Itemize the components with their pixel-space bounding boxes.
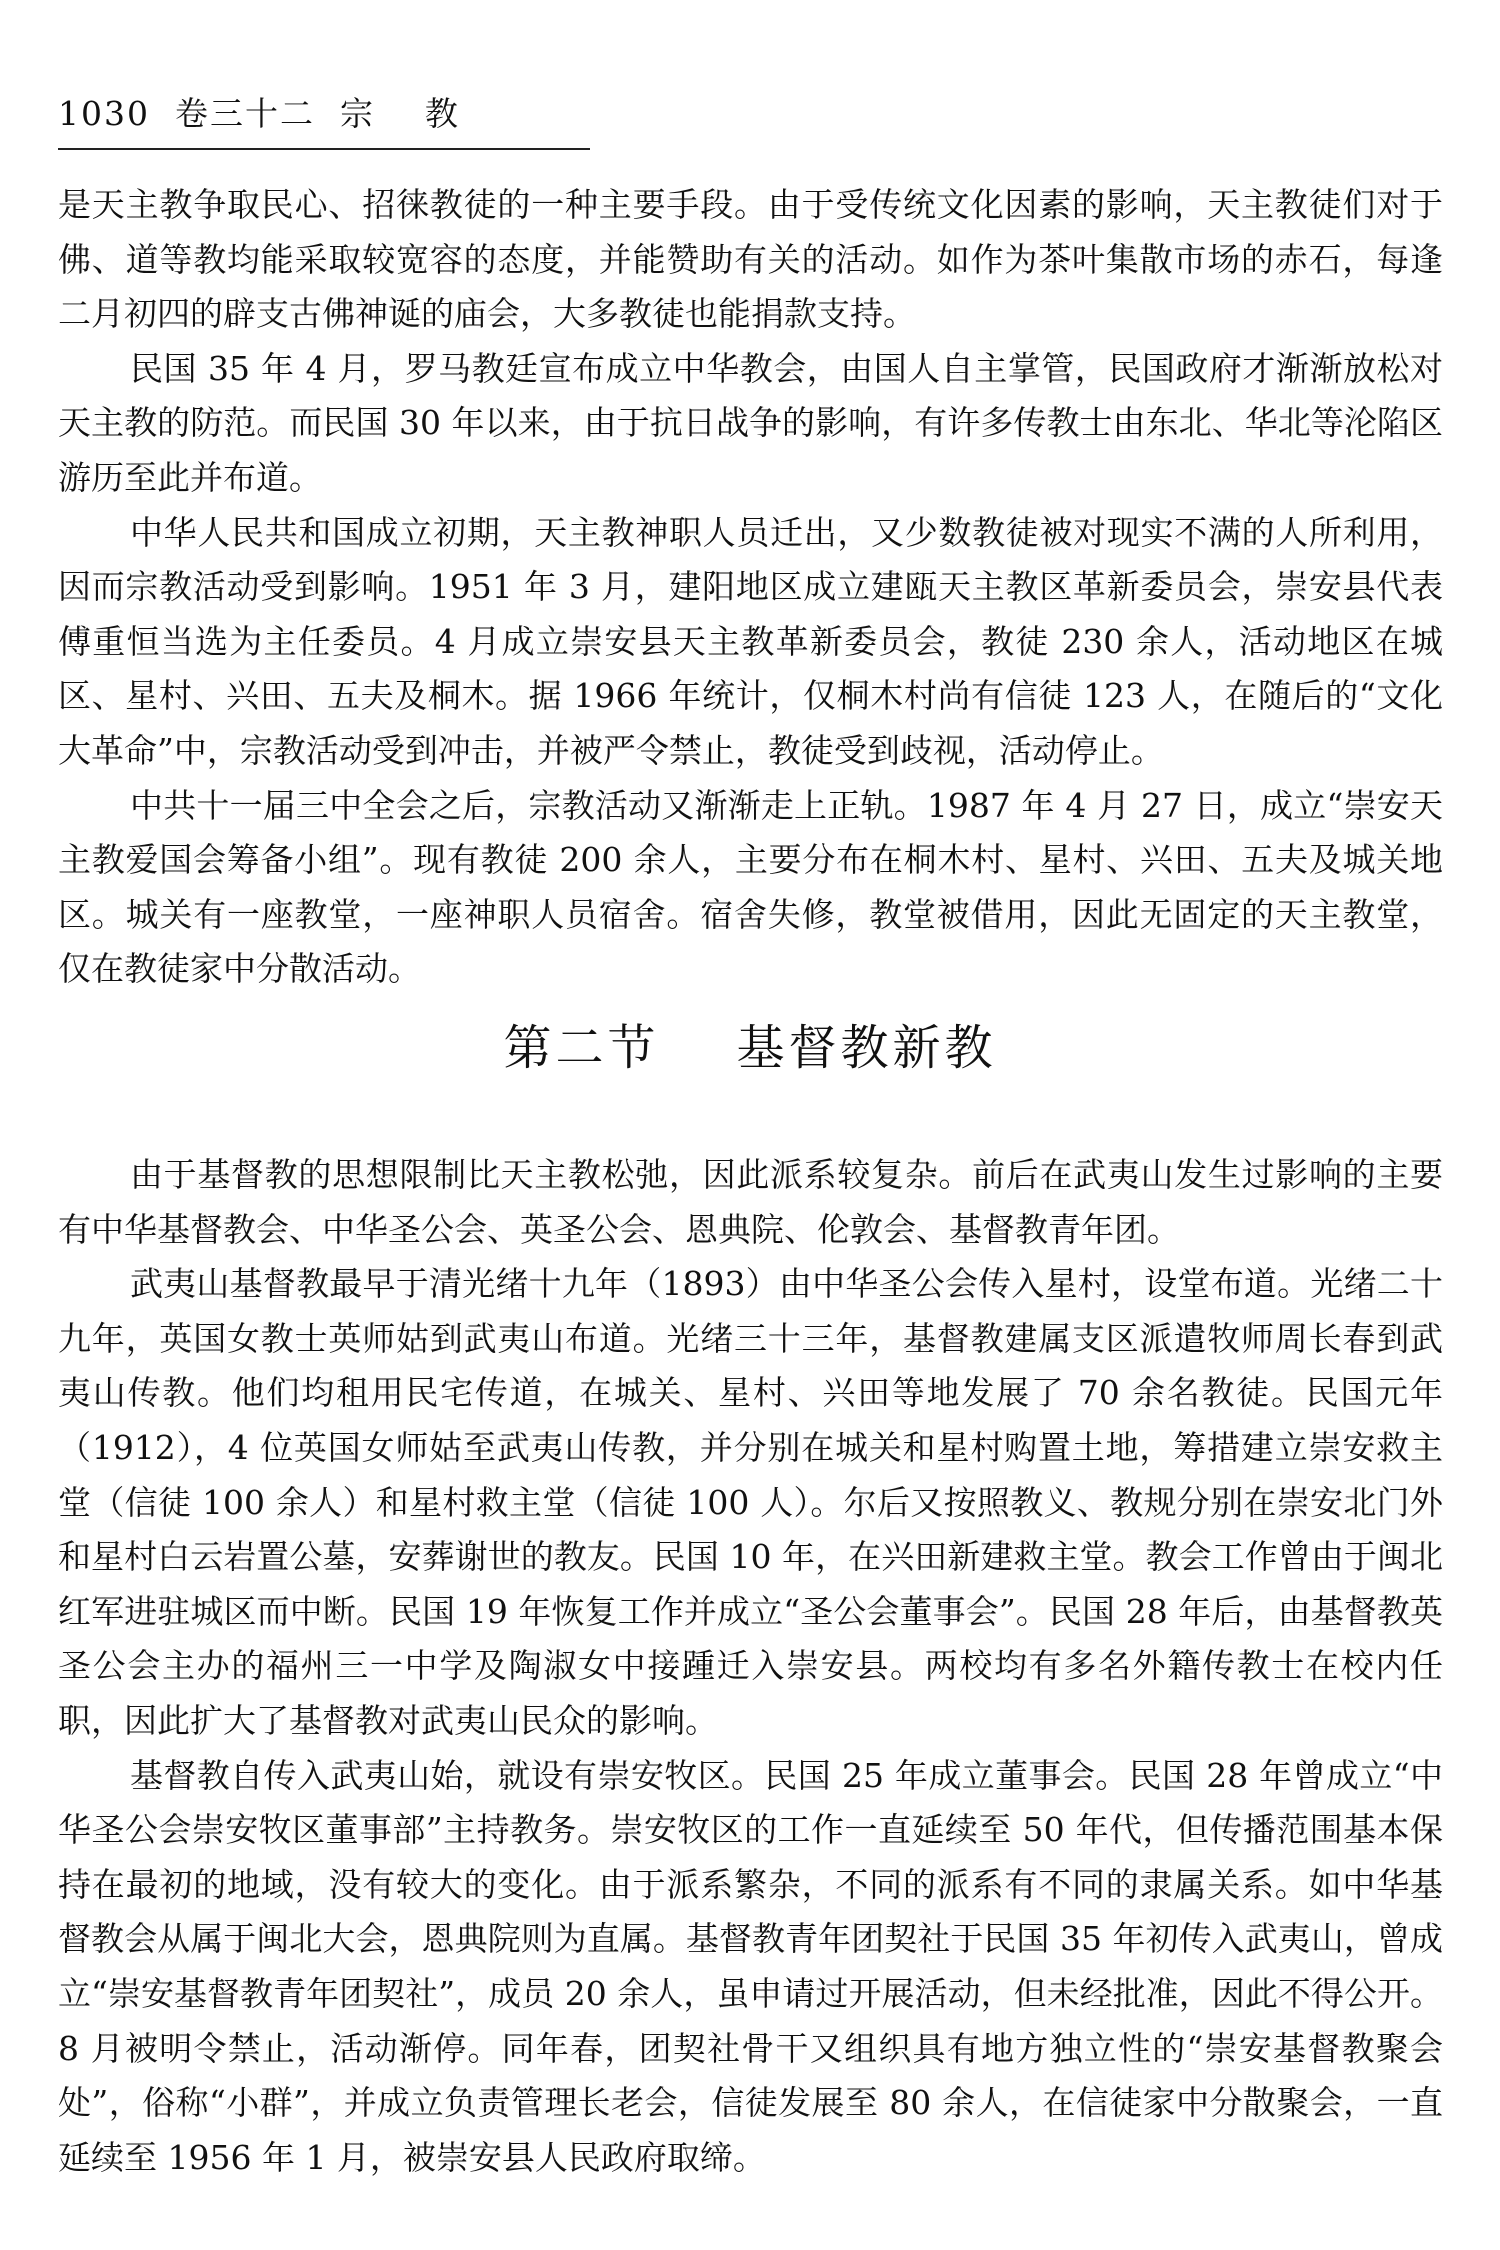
paragraph: 民国 35 年 4 月，罗马教廷宣布成立中华教会，由国人自主掌管，民国政府才渐渐放松对天主教的防范。而民国 30 年以来，由于抗日战争的影响，有许多传教士由东北、华北等沦陷区游历至此并布道。 xyxy=(58,348,1443,497)
section2-body xyxy=(58,1148,1443,2185)
section1-body xyxy=(58,178,1443,997)
paragraph: 基督教自传入武夷山始，就设有崇安牧区。民国 25 年成立董事会。民国 28 年曾成立“中华圣公会崇安牧区董事部”主持教务。崇安牧区的工作一直延续至 50 年代，但传播范围基本保持在最初的地域，没有较大的变化。由于派系繁杂，不同的派系有不同的隶属关系。如中华基督教会从属于闽北大会，恩典院则为直属。基督教青年团契社于民国 35 年初传入武夷山，曾成立“崇安基督教青年团契社”，成员 20 余人，虽申请过开展活动，但未经批准，因此不得公开。8 月被明令禁止，活动渐停。同年春，团契社骨干又组织具有地方独立性的“崇安基督教聚会处”，俗称“小群”，并成立负责管理长老会，信徒发展至 80 余人，在信徒家中分散聚会，一直延续至 1956 年 1 月，被崇安县人民政府取缔。 xyxy=(58,1755,1443,2177)
section-heading: 第二节 基督教新教 xyxy=(503,1020,997,1076)
paragraph: 武夷山基督教最早于清光绪十九年（1893）由中华圣公会传入星村，设堂布道。光绪二十九年，英国女教士英师姑到武夷山布道。光绪三十三年，基督教建属支区派遣牧师周长春到武夷山传教。他们均租用民宅传道，在城关、星村、兴田等地发展了 70 余名教徒。民国元年（1912），4 位英国女师姑至武夷山传教，并分别在城关和星村购置土地，筹措建立崇安救主堂（信徒 100 余人）和星村救主堂（信徒 100 人）。尔后又按照教义、教规分别在崇安北门外和星村白云岩置公墓，安葬谢世的教友。民国 10 年，在兴田新建救主堂。教会工作曾由于闽北红军进驻城区而中断。民国 19 年恢复工作并成立“圣公会董事会”。民国 28 年后，由基督教英圣公会主办的福州三一中学及陶淑女中接踵迁入崇安县。两校均有多名外籍传教士在校内任职，因此扩大了基督教对武夷山民众的影响。 xyxy=(58,1264,1443,1740)
paragraph: 由于基督教的思想限制比天主教松弛，因此派系较复杂。前后在武夷山发生过影响的主要有中华基督教会、中华圣公会、英圣公会、恩典院、伦敦会、基督教青年团。 xyxy=(58,1155,1443,1249)
paragraph: 中共十一届三中全会之后，宗教活动又渐渐走上正轨。1987 年 4 月 27 日，成立“崇安天主教爱国会筹备小组”。现有教徒 200 余人，主要分布在桐木村、星村、兴田、五夫及城关地区。城关有一座教堂，一座神职人员宿舍。宿舍失修，教堂被借用，因此无固定的天主教堂，仅在教徒家中分散活动。 xyxy=(58,785,1443,989)
paragraph: 是天主教争取民心、招徕教徒的一种主要手段。由于受传统文化因素的影响，天主教徒们对于佛、道等教均能采取较宽容的态度，并能赞助有关的活动。如作为茶叶集散市场的赤石，每逢二月初四的辟支古佛神诞的庙会，大多教徒也能捐款支持。 xyxy=(58,185,1443,334)
header-rule xyxy=(58,148,590,150)
paragraph: 中华人民共和国成立初期，天主教神职人员迁出，又少数教徒被对现实不满的人所利用，因而宗教活动受到影响。1951 年 3 月，建阳地区成立建瓯天主教区革新委员会，崇安县代表傅重恒当选为主任委员。4 月成立崇安县天主教革新委员会，教徒 230 余人，活动地区在城区、星村、兴田、五夫及桐木。据 1966 年统计，仅桐木村尚有信徒 123 人，在随后的“文化大革命”中，宗教活动受到冲击，并被严令禁止，教徒受到歧视，活动停止。 xyxy=(58,512,1443,770)
running-header: 1030 卷三十二 宗 教 xyxy=(58,94,460,133)
